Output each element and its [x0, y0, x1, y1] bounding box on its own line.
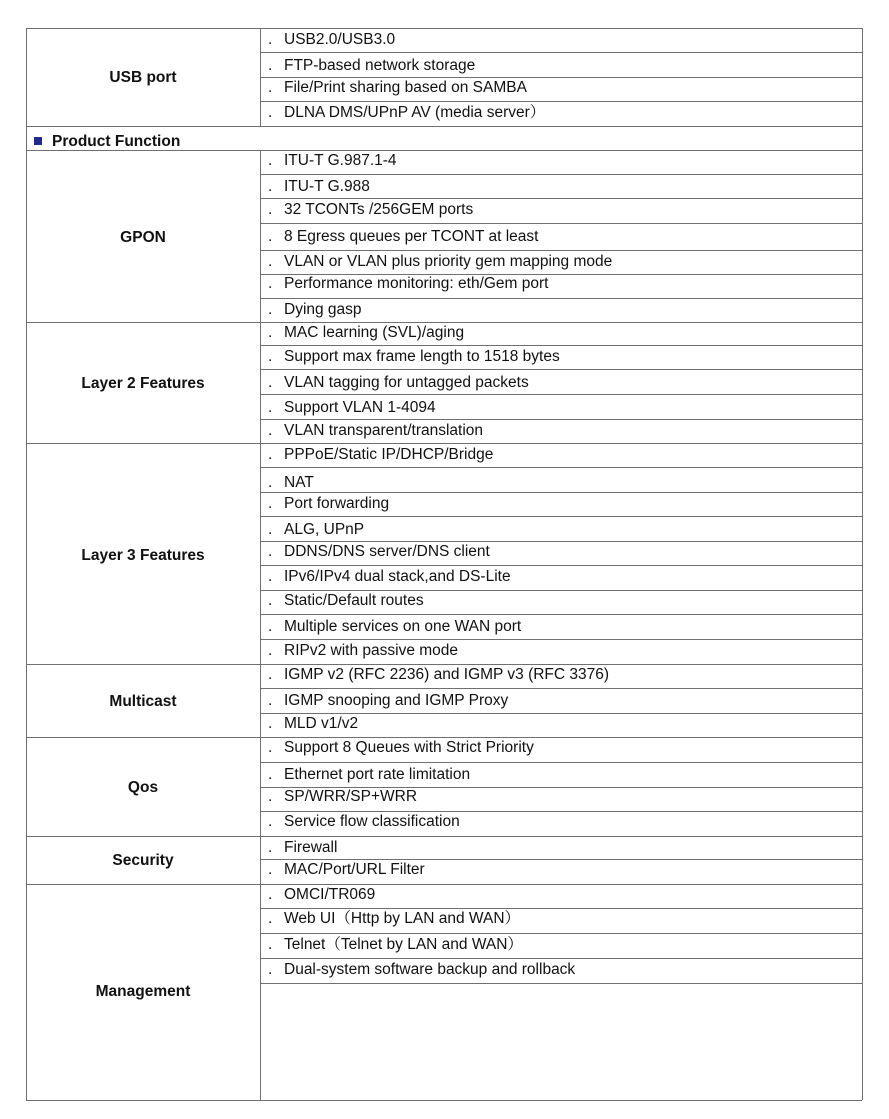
- category-label: USB port: [109, 69, 177, 86]
- feature-text: SP/WRR/SP+WRR: [284, 788, 418, 805]
- feature-text: VLAN or VLAN plus priority gem mapping mode: [284, 253, 613, 270]
- bullet-mark: .: [268, 152, 273, 169]
- bullet-mark: .: [268, 31, 273, 48]
- feature-item: [268, 31, 395, 49]
- feature-text: Web UI（Http by LAN and WAN）: [284, 910, 521, 927]
- bullet-mark: .: [268, 446, 273, 463]
- section-heading: [34, 133, 180, 151]
- table-right-border: [862, 28, 863, 1100]
- row-divider: [260, 101, 862, 102]
- row-divider: [260, 614, 862, 615]
- feature-item: [268, 374, 529, 392]
- feature-text: FTP-based network storage: [284, 57, 476, 74]
- feature-item: [268, 178, 370, 196]
- feature-text: Support max frame length to 1518 bytes: [284, 348, 560, 365]
- bullet-mark: .: [268, 961, 273, 978]
- category-label: Management: [95, 983, 191, 1000]
- bullet-mark: .: [268, 79, 273, 96]
- feature-text: ITU-T G.987.1-4: [284, 152, 397, 169]
- feature-item: [268, 886, 375, 904]
- bullet-mark: .: [268, 839, 273, 856]
- feature-text: MLD v1/v2: [284, 715, 359, 732]
- bullet-mark: .: [268, 104, 273, 121]
- bullet-mark: .: [268, 348, 273, 365]
- group-divider: [26, 836, 862, 837]
- feature-item: [268, 422, 483, 440]
- column-divider: [260, 664, 261, 737]
- feature-item: [268, 618, 521, 636]
- group-divider: [26, 322, 862, 323]
- bullet-mark: .: [268, 618, 273, 635]
- bullet-mark: .: [268, 936, 273, 953]
- category-label: Qos: [127, 779, 159, 796]
- row-divider: [260, 174, 862, 175]
- feature-item: [268, 788, 417, 806]
- bullet-mark: .: [268, 57, 273, 74]
- feature-text: NAT: [284, 474, 314, 491]
- feature-text: IGMP snooping and IGMP Proxy: [284, 692, 509, 709]
- row-divider: [260, 516, 862, 517]
- row-divider: [260, 762, 862, 763]
- bullet-mark: .: [268, 275, 273, 292]
- bullet-mark: .: [268, 592, 273, 609]
- row-divider: [260, 908, 862, 909]
- table-top-border: [26, 28, 862, 29]
- row-divider: [260, 541, 862, 542]
- bullet-mark: .: [268, 642, 273, 659]
- group-divider: [26, 443, 862, 444]
- category-label: Multicast: [109, 693, 177, 710]
- row-divider: [260, 565, 862, 566]
- feature-item: [268, 446, 493, 464]
- feature-text: MAC/Port/URL Filter: [284, 861, 425, 878]
- feature-item: [268, 715, 358, 733]
- bullet-mark: .: [268, 568, 273, 585]
- row-divider: [260, 639, 862, 640]
- column-divider: [260, 836, 261, 884]
- bullet-mark: .: [268, 228, 273, 245]
- column-divider: [260, 884, 261, 1100]
- square-bullet-icon: [34, 137, 42, 145]
- column-divider: [260, 150, 261, 322]
- row-divider: [260, 688, 862, 689]
- category-label: Security: [112, 852, 174, 869]
- feature-text: Multiple services on one WAN port: [284, 618, 522, 635]
- bullet-mark: .: [268, 910, 273, 927]
- row-divider: [260, 298, 862, 299]
- feature-item: [268, 152, 397, 170]
- feature-item: [268, 766, 470, 784]
- feature-text: ALG, UPnP: [284, 521, 365, 538]
- feature-item: [268, 642, 458, 660]
- category-label: Layer 3 Features: [81, 547, 205, 564]
- bullet-mark: .: [268, 422, 273, 439]
- bullet-mark: .: [268, 715, 273, 732]
- feature-item: [268, 495, 389, 513]
- row-divider: [260, 77, 862, 78]
- feature-item: [268, 961, 575, 979]
- feature-item: [268, 813, 460, 831]
- row-divider: [260, 983, 862, 984]
- row-divider: [260, 250, 862, 251]
- group-divider: [26, 884, 862, 885]
- row-divider: [260, 467, 862, 468]
- feature-text: Support 8 Queues with Strict Priority: [284, 739, 534, 756]
- feature-text: Static/Default routes: [284, 592, 424, 609]
- feature-text: Ethernet port rate limitation: [284, 766, 471, 783]
- bullet-mark: .: [268, 666, 273, 683]
- feature-text: DDNS/DNS server/DNS client: [284, 543, 490, 560]
- feature-item: [268, 253, 612, 271]
- bullet-mark: .: [268, 495, 273, 512]
- feature-item: [268, 936, 523, 954]
- category-label: GPON: [120, 229, 166, 246]
- bullet-mark: .: [268, 766, 273, 783]
- bullet-mark: .: [268, 301, 273, 318]
- bullet-mark: .: [268, 178, 273, 195]
- row-divider: [260, 345, 862, 346]
- row-divider: [260, 933, 862, 934]
- row-divider: [260, 369, 862, 370]
- feature-item: [268, 275, 548, 293]
- feature-item: [268, 201, 473, 219]
- bullet-mark: .: [268, 474, 273, 491]
- bullet-mark: .: [268, 886, 273, 903]
- row-divider: [260, 590, 862, 591]
- feature-item: [268, 839, 337, 857]
- bullet-mark: .: [268, 543, 273, 560]
- feature-text: Dual-system software backup and rollback: [284, 961, 576, 978]
- row-divider: [260, 492, 862, 493]
- feature-item: [268, 692, 508, 710]
- feature-item: [268, 104, 545, 122]
- feature-item: [268, 543, 490, 561]
- row-divider: [260, 223, 862, 224]
- feature-item: [268, 57, 475, 75]
- feature-item: [268, 474, 314, 492]
- feature-item: [268, 79, 527, 97]
- feature-item: [268, 228, 538, 246]
- feature-item: [268, 739, 534, 757]
- column-divider: [260, 443, 261, 664]
- feature-text: File/Print sharing based on SAMBA: [284, 79, 527, 96]
- bullet-mark: .: [268, 861, 273, 878]
- feature-text: PPPoE/Static IP/DHCP/Bridge: [284, 446, 494, 463]
- row-divider: [260, 394, 862, 395]
- bullet-mark: .: [268, 739, 273, 756]
- row-divider: [260, 713, 862, 714]
- bullet-mark: .: [268, 813, 273, 830]
- row-divider: [260, 859, 862, 860]
- group-divider: [26, 126, 862, 127]
- feature-text: ITU-T G.988: [284, 178, 370, 195]
- feature-item: [268, 301, 362, 319]
- group-divider: [26, 150, 862, 151]
- row-divider: [260, 958, 862, 959]
- feature-item: [268, 568, 511, 586]
- feature-item: [268, 910, 520, 928]
- feature-text: Firewall: [284, 839, 338, 856]
- feature-text: RIPv2 with passive mode: [284, 642, 459, 659]
- category-label: Layer 2 Features: [81, 375, 205, 392]
- feature-text: IGMP v2 (RFC 2236) and IGMP v3 (RFC 3376): [284, 666, 610, 683]
- feature-item: [268, 861, 425, 879]
- feature-item: [268, 399, 436, 417]
- bullet-mark: .: [268, 201, 273, 218]
- feature-text: Dying gasp: [284, 301, 362, 318]
- feature-item: [268, 324, 464, 342]
- feature-item: [268, 592, 424, 610]
- group-divider: [26, 664, 862, 665]
- row-divider: [260, 52, 862, 53]
- feature-text: 32 TCONTs /256GEM ports: [284, 201, 474, 218]
- feature-text: IPv6/IPv4 dual stack,and DS-Lite: [284, 568, 511, 585]
- table-bottom-border: [26, 1100, 862, 1101]
- feature-text: VLAN transparent/translation: [284, 422, 484, 439]
- feature-item: [268, 666, 609, 684]
- feature-text: Support VLAN 1-4094: [284, 399, 436, 416]
- feature-text: Service flow classification: [284, 813, 460, 830]
- bullet-mark: .: [268, 788, 273, 805]
- row-divider: [260, 419, 862, 420]
- feature-item: [268, 348, 560, 366]
- feature-text: OMCI/TR069: [284, 886, 376, 903]
- feature-text: VLAN tagging for untagged packets: [284, 374, 529, 391]
- bullet-mark: .: [268, 253, 273, 270]
- row-divider: [260, 811, 862, 812]
- bullet-mark: .: [268, 374, 273, 391]
- bullet-mark: .: [268, 399, 273, 416]
- bullet-mark: .: [268, 324, 273, 341]
- feature-item: [268, 521, 364, 539]
- feature-text: DLNA DMS/UPnP AV (media server）: [284, 104, 546, 121]
- bullet-mark: .: [268, 692, 273, 709]
- feature-text: Port forwarding: [284, 495, 390, 512]
- feature-text: Performance monitoring: eth/Gem port: [284, 275, 549, 292]
- section-heading-text: Product Function: [52, 133, 181, 150]
- feature-text: MAC learning (SVL)/aging: [284, 324, 465, 341]
- feature-text: Telnet（Telnet by LAN and WAN）: [284, 936, 523, 953]
- feature-text: USB2.0/USB3.0: [284, 31, 396, 48]
- feature-text: 8 Egress queues per TCONT at least: [284, 228, 539, 245]
- bullet-mark: .: [268, 521, 273, 538]
- group-divider: [26, 737, 862, 738]
- column-divider: [260, 322, 261, 443]
- row-divider: [260, 198, 862, 199]
